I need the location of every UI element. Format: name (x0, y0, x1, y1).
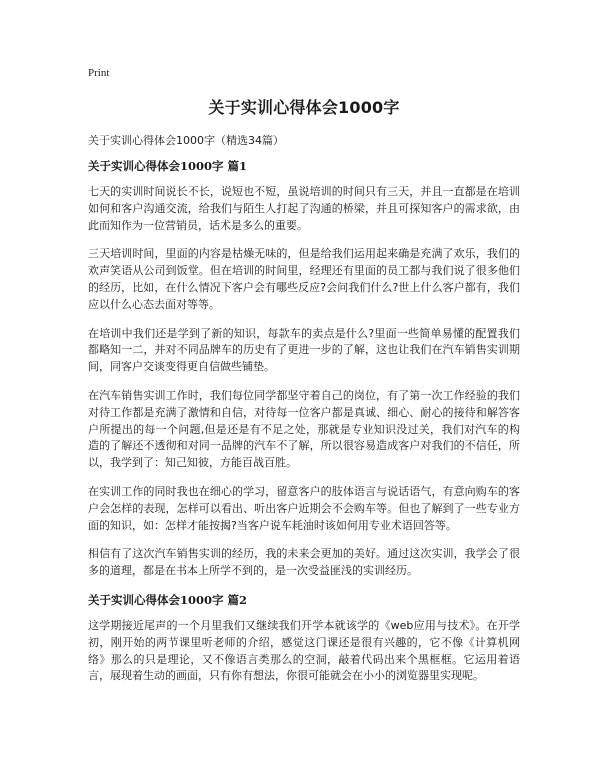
paragraph: 在实训工作的同时我也在细心的学习，留意客户的肢体语言与说话语气，有意向购车的客户会怎样的表现，怎样可以看出、听出客户近期会不会购车等。但也了解到了一些专业方面的知识，如：怎样才能按揭?当客户说车耗油时该如何用专业术语回答等。 (88, 484, 520, 532)
paragraph: 这学期接近尾声的一个月里我们又继续我们开学本就该学的《web应用与技术》。在开学初，刚开始的两节课里听老师的介绍，感觉这门课还是很有兴趣的，它不像《计算机网络》那么的只是理论，又不像语言类那么的空洞，敲着代码出来个黑框框。它运用着语言，展现着生动的画面，只有你有想法，你很可能就会在小小的浏览器里实现呢。 (88, 618, 520, 683)
section-heading: 关于实训心得体会1000字 篇2 (88, 592, 248, 607)
print-link[interactable]: Print (88, 67, 110, 79)
document-page (88, 66, 520, 697)
document-title: 关于实训心得体会1000字 (208, 98, 400, 117)
paragraph: 相信有了这次汽车销售实训的经历，我的未来会更加的美好。通过这次实训，我学会了很多的道理，都是在书本上所学不到的，是一次受益匪浅的实训经历。 (88, 547, 520, 578)
paragraph: 在汽车销售实训工作时，我们每位同学都坚守着自己的岗位，有了第一次工作经验的我们对待工作都是充满了激情和自信，对待每一位客户都是真诚、细心、耐心的接待和解答客户所提出的每一个问题,但是还是有不足之处，那就是专业知识没过关，我们对汽车的构造的了解还不透彻和对同一品牌的汽车不了解，所以很容易造成客户对我们的不信任，所以，我学到了：知己知彼，方能百战百胜。 (88, 388, 520, 470)
section-2 (88, 592, 520, 685)
paragraph: 三天培训时间，里面的内容是枯燥无味的，但是给我们运用起来确是充满了欢乐，我们的欢声笑语从公司到饭堂。但在培训的时间里，经理还有里面的员工都与我们说了很多他们的经历，比如，在什么情况下客户会有哪些反应?会问我们什么?世上什么客户都有，我们应以什么心态去面对等等。 (88, 247, 520, 311)
paragraph: 在培训中我们还是学到了新的知识，每款车的卖点是什么?里面一些简单易懂的配置我们都略知一二，并对不同品牌车的历史有了更进一步的了解，这也让我们在汽车销售实训期间，同客户交谈变得更自信做些铺垫。 (88, 326, 520, 374)
document-subtitle: 关于实训心得体会1000字（精选34篇） (88, 134, 284, 147)
section-heading: 关于实训心得体会1000字 篇1 (88, 159, 248, 173)
paragraph: 七天的实训时间说长不长，说短也不短，虽说培训的时间只有三天，并且一直都是在培训如何和客户沟通交流，给我们与陌生人打起了沟通的桥梁，并且可探知客户的需求欲，由此而知作为一位营销员，话术是多么的重要。 (88, 185, 520, 232)
section-1 (88, 158, 520, 580)
